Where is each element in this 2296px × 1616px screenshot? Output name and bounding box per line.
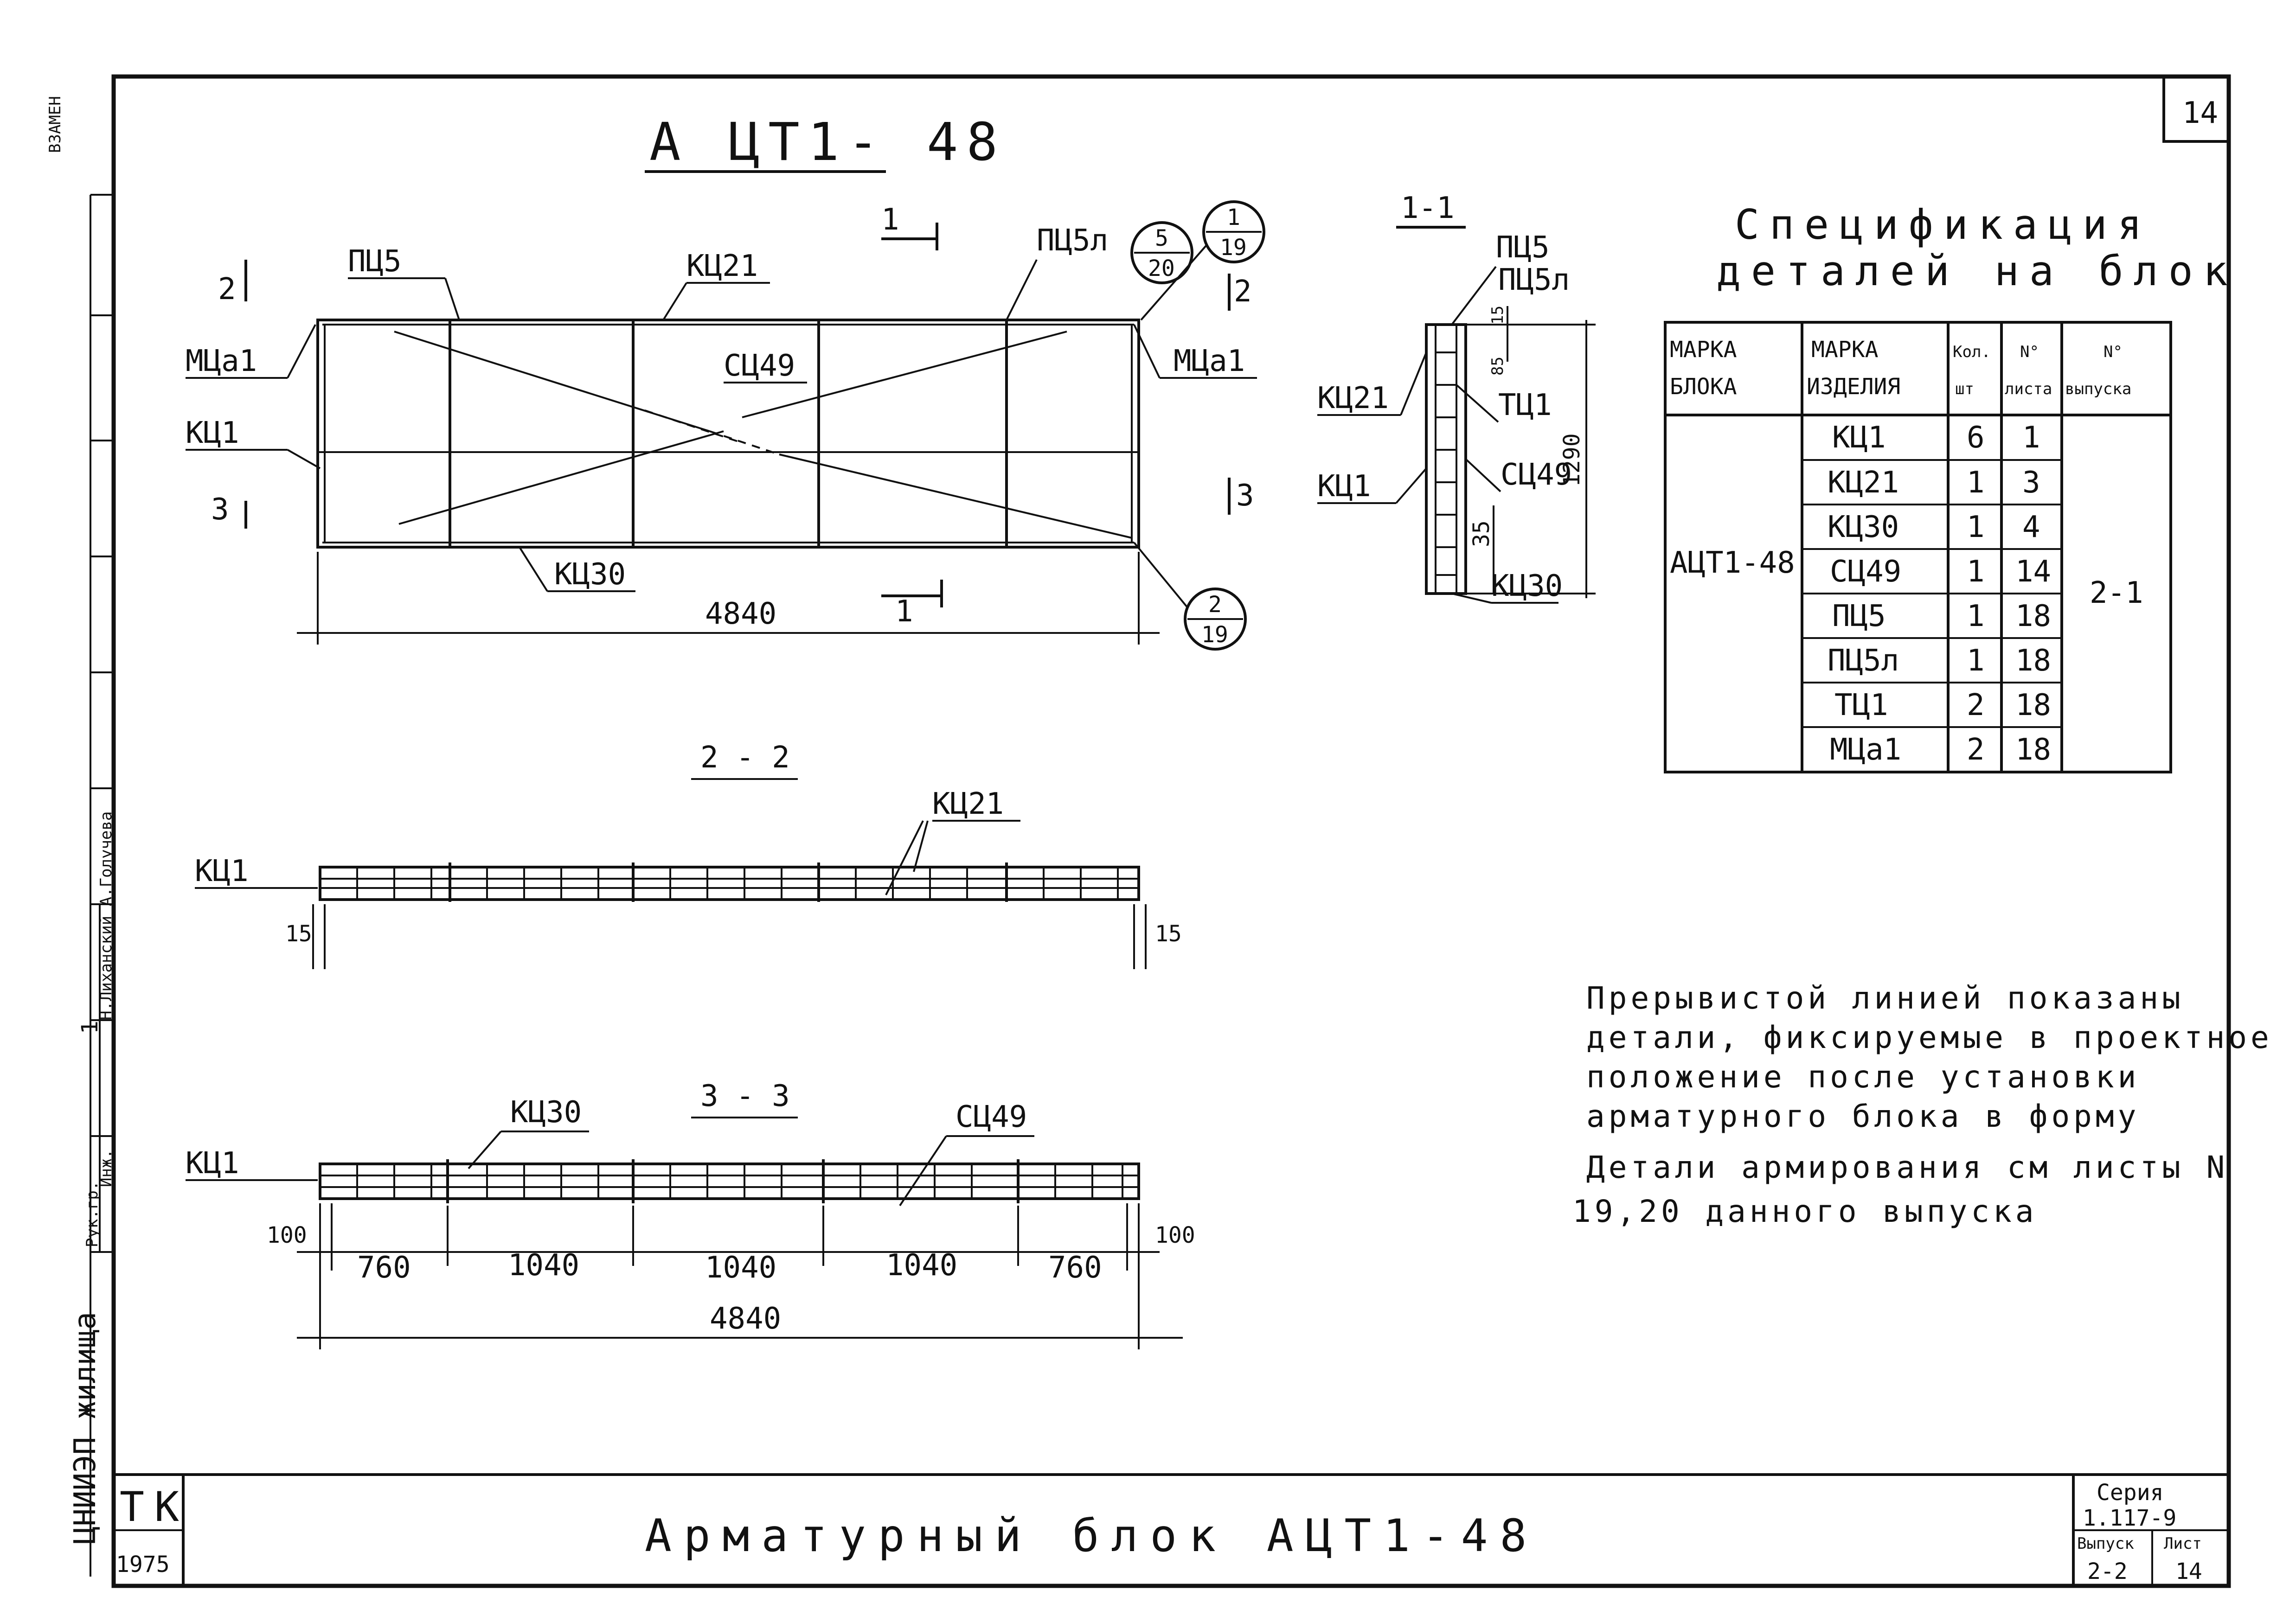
spec-hdr-qty-1: Кол. bbox=[1953, 343, 1991, 361]
dim-1040-c: 1040 bbox=[886, 1248, 958, 1283]
spec-hdr-sheet-1: N° bbox=[2020, 343, 2039, 361]
section-3-3 bbox=[186, 1079, 1195, 1349]
spec-row-sheet: 18 bbox=[2015, 644, 2052, 678]
dim-100-right: 100 bbox=[1155, 1222, 1195, 1248]
label-kc30-sec33: КЦ30 bbox=[510, 1095, 582, 1130]
dim-main-length: 4840 bbox=[705, 597, 777, 631]
notes bbox=[1572, 980, 2273, 1229]
label-pc5l: ПЦ5л bbox=[1037, 224, 1109, 258]
label-tc1-sec11: ТЦ1 bbox=[1498, 388, 1552, 422]
main-view bbox=[186, 112, 1264, 649]
spec-hdr-item-1: МАРКА bbox=[1811, 337, 1879, 363]
dim-total-sec33: 4840 bbox=[710, 1302, 782, 1336]
label-kc21-sec11: КЦ21 bbox=[1317, 381, 1389, 415]
label-kc21-sec22: КЦ21 bbox=[932, 787, 1004, 821]
callout-5-20-top: 5 bbox=[1155, 225, 1168, 251]
spec-issue: 2-1 bbox=[2090, 576, 2143, 610]
stamp-tk: ТК bbox=[120, 1483, 189, 1531]
note-line: положение после установки bbox=[1586, 1059, 2140, 1095]
spec-hdr-item-2: ИЗДЕЛИЯ bbox=[1807, 374, 1901, 400]
spec-row-qty: 2 bbox=[1967, 688, 1985, 722]
spec-row-item: СЦ49 bbox=[1830, 555, 1902, 589]
spec-row-item: КЦ30 bbox=[1828, 510, 1899, 544]
spec-row-qty: 1 bbox=[1967, 555, 1985, 589]
note-line: Детали армирования см листы N bbox=[1586, 1150, 2229, 1185]
label-mca1-left: МЦа1 bbox=[186, 344, 257, 378]
spec-row-sheet: 14 bbox=[2015, 555, 2052, 589]
stamp-sheet-value: 14 bbox=[2175, 1559, 2202, 1584]
stamp-year: 1975 bbox=[116, 1552, 170, 1578]
dim-1290: 1290 bbox=[1559, 433, 1585, 487]
side-strip-names: Н.Лиханский А.Голучева bbox=[97, 811, 115, 1020]
dim-15-sec22-left: 15 bbox=[285, 921, 312, 947]
section-2-2-title: 2 - 2 bbox=[700, 741, 790, 775]
spec-hdr-qty-2: шт bbox=[1955, 380, 1974, 398]
dim-1040-a: 1040 bbox=[508, 1248, 580, 1283]
spec-block-mark: АЦТ1-48 bbox=[1670, 546, 1795, 580]
title-block bbox=[116, 1480, 2229, 1586]
sheet-frame bbox=[114, 77, 2229, 1586]
spec-row-qty: 2 bbox=[1967, 733, 1985, 767]
side-strip-role1: 1 bbox=[77, 1021, 103, 1034]
spec-hdr-block-1: МАРКА bbox=[1670, 337, 1737, 363]
label-kc1-sec11: КЦ1 bbox=[1317, 469, 1371, 504]
dim-1040-b: 1040 bbox=[705, 1251, 777, 1285]
spec-hdr-issue-1: N° bbox=[2104, 343, 2123, 361]
side-strip-org: ЦНИИЭП жилища bbox=[68, 1312, 103, 1544]
label-kc21: КЦ21 bbox=[686, 249, 758, 283]
callout-1-19-top: 1 bbox=[1227, 204, 1240, 230]
side-strip-role2: Рук.гр. bbox=[83, 1181, 102, 1247]
section-mark-2-left: 2 bbox=[218, 272, 236, 307]
spec-row-qty: 1 bbox=[1967, 466, 1985, 500]
spec-row-item: ПЦ5л bbox=[1828, 644, 1899, 678]
label-pc5: ПЦ5 bbox=[348, 244, 402, 279]
note-line: Прерывистой линией показаны bbox=[1586, 980, 2184, 1016]
label-sc49-sec11: СЦ49 bbox=[1501, 458, 1572, 492]
spec-title-2: деталей на блок bbox=[1716, 247, 2238, 295]
spec-hdr-sheet-2: листа bbox=[2005, 380, 2052, 398]
stamp-issue-label: Выпуск bbox=[2077, 1534, 2134, 1553]
label-kc1-main: КЦ1 bbox=[186, 416, 239, 450]
spec-row-item: МЦа1 bbox=[1830, 733, 1902, 767]
stamp-issue-value: 2-2 bbox=[2087, 1559, 2128, 1584]
label-kc30-sec11: КЦ30 bbox=[1491, 569, 1563, 603]
spec-row-item: ПЦ5 bbox=[1832, 599, 1886, 633]
spec-row-sheet: 3 bbox=[2022, 466, 2040, 500]
label-mca1-right: МЦа1 bbox=[1174, 344, 1245, 378]
spec-row-sheet: 4 bbox=[2022, 510, 2040, 544]
dim-760-right: 760 bbox=[1048, 1251, 1102, 1285]
note-line: арматурного блока в форму bbox=[1586, 1099, 2140, 1134]
dim-100-left: 100 bbox=[267, 1222, 307, 1248]
spec-row-sheet: 1 bbox=[2022, 421, 2040, 455]
label-pc5-sec11: ПЦ5 bbox=[1496, 230, 1550, 265]
section-mark-2-right: 2 bbox=[1234, 275, 1252, 309]
dim-760-left: 760 bbox=[357, 1251, 411, 1285]
spec-row-sheet: 18 bbox=[2015, 688, 2052, 722]
label-kc1-sec33: КЦ1 bbox=[186, 1146, 239, 1181]
section-mark-3-left: 3 bbox=[211, 492, 229, 527]
spec-hdr-issue-2: выпуска bbox=[2065, 380, 2132, 398]
label-kc1-sec22: КЦ1 bbox=[195, 854, 249, 888]
note-line: 19,20 данного выпуска bbox=[1572, 1194, 2038, 1229]
section-1-1-title: 1-1 bbox=[1401, 191, 1455, 225]
sheet-number: 14 bbox=[2182, 96, 2219, 130]
note-line: детали, фиксируемые в проектное bbox=[1586, 1020, 2273, 1055]
spec-row-qty: 6 bbox=[1967, 421, 1985, 455]
spec-row-qty: 1 bbox=[1967, 510, 1985, 544]
section-mark-1-bot: 1 bbox=[895, 594, 913, 629]
spec-row-sheet: 18 bbox=[2015, 733, 2052, 767]
callout-2-19-top: 2 bbox=[1208, 592, 1222, 618]
label-pc5l-sec11: ПЦ5л bbox=[1498, 263, 1570, 297]
section-mark-3-right: 3 bbox=[1236, 479, 1254, 513]
stamp-sheet-label: Лист bbox=[2164, 1534, 2202, 1553]
label-kc30-main: КЦ30 bbox=[554, 557, 626, 592]
spec-row-qty: 1 bbox=[1967, 644, 1985, 678]
dim-15-sec22-right: 15 bbox=[1155, 921, 1182, 947]
side-strip bbox=[46, 96, 115, 1577]
spec-row-item: ТЦ1 bbox=[1834, 688, 1888, 722]
side-strip-top: ВЗАМЕН bbox=[46, 96, 64, 153]
spec-row-item: КЦ1 bbox=[1832, 421, 1886, 455]
label-sc49: СЦ49 bbox=[724, 349, 795, 383]
stamp-title: Арматурный блок АЦТ1-48 bbox=[645, 1510, 1539, 1562]
dim-85: 85 bbox=[1488, 357, 1507, 376]
section-1-1 bbox=[1317, 191, 1596, 603]
spec-row-qty: 1 bbox=[1967, 599, 1985, 633]
callout-5-20-bot: 20 bbox=[1148, 255, 1175, 281]
callout-1-19-bot: 19 bbox=[1220, 235, 1247, 261]
main-title: А ЦТ1- 48 bbox=[649, 112, 1006, 172]
dim-15-sec11: 15 bbox=[1488, 306, 1507, 325]
dim-35: 35 bbox=[1469, 520, 1494, 547]
section-3-3-title: 3 - 3 bbox=[700, 1079, 790, 1113]
label-sc49-sec33: СЦ49 bbox=[956, 1100, 1027, 1134]
callout-2-19-bot: 19 bbox=[1201, 622, 1228, 648]
specification bbox=[1665, 201, 2238, 772]
spec-hdr-block-2: БЛОКА bbox=[1670, 374, 1737, 400]
side-strip-role3: Инж. bbox=[97, 1149, 115, 1187]
stamp-series-label: Серия bbox=[2097, 1480, 2164, 1506]
spec-title-1: Спецификация bbox=[1735, 201, 2152, 249]
spec-row-item: КЦ21 bbox=[1828, 466, 1899, 500]
spec-row-sheet: 18 bbox=[2015, 599, 2052, 633]
section-mark-1-top: 1 bbox=[881, 203, 899, 237]
stamp-series-value: 1.117-9 bbox=[2083, 1505, 2177, 1531]
section-2-2 bbox=[195, 741, 1182, 969]
